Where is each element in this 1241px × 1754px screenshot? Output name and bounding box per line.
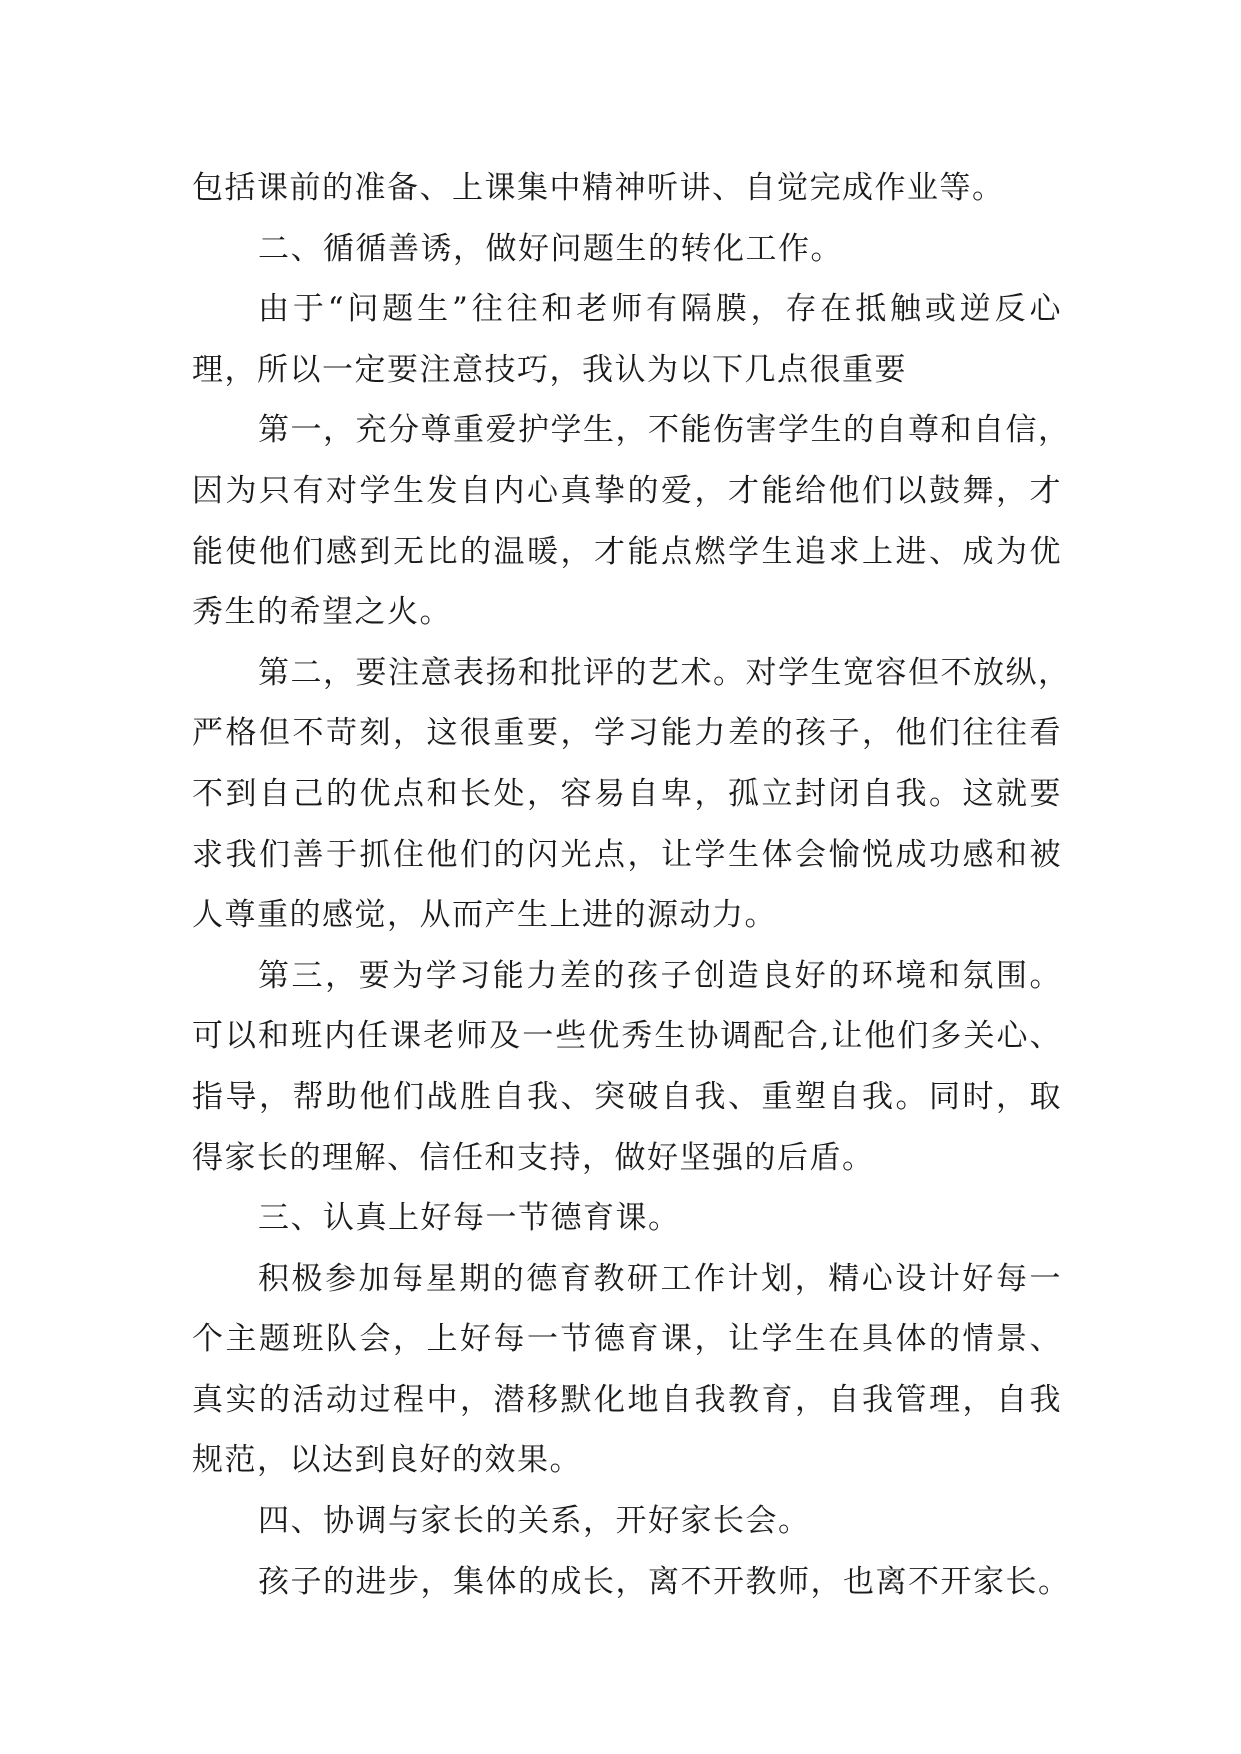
text-line: 人尊重的感觉，从而产生上进的源动力。 bbox=[192, 897, 777, 934]
text-line: 求我们善于抓住他们的闪光点，让学生体会愉悦成功感和被 bbox=[192, 836, 1062, 873]
text-line: 个主题班队会，上好每一节德育课，让学生在具体的情景、 bbox=[192, 1321, 1062, 1358]
text-line: 由于“问题生”往往和老师有隔膜，存在抵触或逆反心 bbox=[258, 291, 1062, 328]
document-page bbox=[192, 158, 1071, 1612]
text-line: 严格但不苛刻，这很重要，学习能力差的孩子，他们往往看 bbox=[192, 715, 1062, 752]
section-heading: 二、循循善诱，做好问题生的转化工作。 bbox=[258, 230, 843, 267]
text-line: 第三，要为学习能力差的孩子创造良好的环境和氛围。 bbox=[258, 957, 1062, 994]
text-line: 第二，要注意表扬和批评的艺术。对学生宽容但不放纵， bbox=[258, 654, 1071, 691]
text-line: 真实的活动过程中，潜移默化地自我教育，自我管理，自我 bbox=[192, 1381, 1062, 1418]
text-line: 积极参加每星期的德育教研工作计划，精心设计好每一 bbox=[258, 1260, 1062, 1297]
text-line: 可以和班内任课老师及一些优秀生协调配合,让他们多关心、 bbox=[192, 1018, 1062, 1055]
text-line: 不到自己的优点和长处，容易自卑，孤立封闭自我。这就要 bbox=[192, 775, 1062, 812]
text-line: 得家长的理解、信任和支持，做好坚强的后盾。 bbox=[192, 1139, 875, 1176]
text-line: 指导，帮助他们战胜自我、突破自我、重塑自我。同时，取 bbox=[192, 1078, 1062, 1115]
text-line: 能使他们感到无比的温暖，才能点燃学生追求上进、成为优 bbox=[192, 533, 1062, 570]
text-line: 因为只有对学生发自内心真挚的爱，才能给他们以鼓舞，才 bbox=[192, 472, 1062, 509]
text-line: 规范，以达到良好的效果。 bbox=[192, 1442, 582, 1479]
text-line: 秀生的希望之火。 bbox=[192, 594, 452, 631]
text-line: 孩子的进步，集体的成长，离不开教师，也离不开家长。 bbox=[258, 1563, 1071, 1600]
text-line: 第一，充分尊重爱护学生，不能伤害学生的自尊和自信， bbox=[258, 412, 1071, 449]
text-line: 理，所以一定要注意技巧，我认为以下几点很重要 bbox=[192, 351, 907, 388]
section-heading: 三、认真上好每一节德育课。 bbox=[258, 1200, 681, 1237]
text-line: 包括课前的准备、上课集中精神听讲、自觉完成作业等。 bbox=[192, 170, 1005, 206]
section-heading: 四、协调与家长的关系，开好家长会。 bbox=[258, 1503, 811, 1540]
